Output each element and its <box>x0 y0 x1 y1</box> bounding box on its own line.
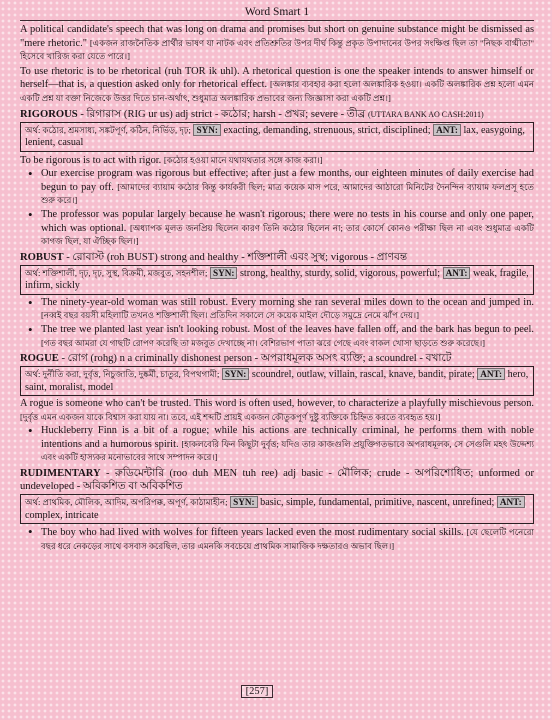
headword: ROBUST <box>20 251 64 263</box>
bengali-text: [গত বছর আমরা যে গাছটি রোপণ করেছি তা মজবুত দেখাচ্ছে না। বেশিরভাগ পাতা ঝরে গেছে এবং বাকল খোসা ছাড়তে শুরু করেছে।] <box>41 337 486 348</box>
example-sentence <box>20 425 534 465</box>
syn-label: SYN: <box>193 124 220 136</box>
synonym-box <box>20 122 534 152</box>
bengali-text: [কঠোর হওয়া মানে যথাযথতার সঙ্গে কাজ করা।] <box>163 154 323 165</box>
english-text: A rogue is someone who can't be trusted. This word is often used, however, to characterize a playfully mischievous person. <box>20 398 534 410</box>
bengali-meanings: অর্থ: প্রাথমিক, মৌলিক, আদিম, অপরিপক্ক, অপূর্ণ, কাঠামাহীন; <box>25 497 228 508</box>
headword: ROGUE <box>20 353 59 365</box>
syn-label: SYN: <box>210 267 237 279</box>
example-sentence <box>20 168 534 208</box>
bengali-text: [অলঙ্কার ব্যবহার করা হলো অলঙ্কারিক হওয়া। একটি অলঙ্কারিক প্রশ্ন হলো এমন একটি প্রশ্ন যা বক্তা নিজেকে উত্তর দিতে চান-অর্থাৎ, শুধুমাত্র অলঙ্কারিক প্রভাবের জন্য জিজ্ঞাসা করা একটি প্রশ্ন।] <box>20 79 534 103</box>
bengali-text: [যে ছেলেটি পনেরো বছর ধরে নেকড়ের সাথে বসবাস করেছিল, তার এমনকি সবচেয়ে প্রাথমিক সামাজিক দক্ষতারও অভাব ছিল।] <box>41 527 534 551</box>
rhetoric-paragraph-1 <box>20 24 534 64</box>
english-text: To use rhetoric is to be rhetorical (ruh TOR ik uhl). A rhetorical question is one the speaker intends to answer himself or herself—that is, a question asked only for rhetorical effect. <box>20 65 534 91</box>
english-text: The boy who had lived with wolves for fifteen years lacked even the most rudimentary social skills. <box>41 527 464 539</box>
bengali-text: [নব্বই বছর বয়সী মহিলাটি তখনও শক্তিশালী ছিল। প্রতিদিন সকালে সে কয়েক মাইল দৌড়ে সমুদ্রে নেমে ঝাঁপ দেয়।] <box>41 310 419 321</box>
bengali-meanings: অর্থ: শক্তিশালী, দৃঢ়, দৃঢ়, সুস্থ, বিক্রমী, মজবুত, সহনশীল; <box>25 267 208 278</box>
entry-rogue <box>20 352 534 365</box>
bengali-text: [হাকলবেরি ফিন কিছুটা দুর্বৃত্ত; যদিও তার কাজগুলি প্রযুক্তিগতভাবে অপরাধমূলক, সে সেগুলি মহৎ উদ্দেশ্য এবং একটি হাস্যকর মনোভাবের সাথে সম্পাদন করে।] <box>41 438 534 463</box>
entry-rudimentary <box>20 467 534 493</box>
english-text: Huckleberry Finn is a bit of a rogue; while his actions are technically criminal, he performs them with noble intentions and a humorous spirit. <box>41 425 534 450</box>
usage-note <box>20 398 534 424</box>
synonyms: basic, simple, fundamental, primitive, nascent, unrefined; <box>260 497 495 509</box>
headword: RUDIMENTARY <box>20 468 101 480</box>
synonyms: strong, healthy, sturdy, solid, vigorous, powerful; <box>239 267 441 279</box>
antonyms: complex, intricate <box>25 509 99 521</box>
definition: - রোগ (rohg) n a criminally dishonest person - অপরাধমূলক অসৎ ব্যক্তি; a scoundrel - বখাটে <box>58 353 452 365</box>
bengali-meanings: অর্থ: কঠোর, শ্রমসাধ্য, সঙ্কটপূর্ণ, কঠিন, নির্ভিড়, দৃঢ়; <box>25 124 191 135</box>
example-sentence <box>20 209 534 249</box>
running-header: Word Smart 1 <box>20 6 534 21</box>
definition: - রোবাস্ট (roh BUST) strong and healthy - শক্তিশালী এবং সুস্থ; vigorous - প্রাণবন্ত <box>63 251 408 263</box>
page <box>20 6 534 553</box>
example-sentence <box>20 297 534 323</box>
page-number <box>0 686 514 697</box>
bengali-text: [আমাদের ব্যায়াম কঠোর কিন্তু কার্যকরী ছিল; মাত্র কয়েক মাস পরে, আমাদের আঠারো মিনিটের দৈনন্দিন ব্যায়াম ফলপ্রসূ হতে শুরু করে।] <box>41 181 534 206</box>
synonym-box <box>20 265 534 295</box>
antonyms: weak, fragile, infirm, sickly <box>25 267 529 292</box>
antonyms: hero, saint, moralist, model <box>25 369 529 393</box>
english-text: The professor was popular largely because he wasn't rigorous; there were no tests in his course and only one paper, which was optional. <box>41 208 534 234</box>
english-text: To be rigorous is to act with rigor. <box>20 154 162 166</box>
ant-label: ANT: <box>497 496 525 508</box>
exam-reference: (UTTARA BANK AO CASH:2011) <box>367 109 484 119</box>
english-text: The ninety-year-old woman was still robust. Every morning she ran several miles down to the ocean and jumped in. <box>41 296 534 308</box>
synonym-box <box>20 494 534 524</box>
bengali-meanings: অর্থ: দুর্নীতি করা, দুর্বৃত্ত, নিচুজাতি, দুষ্কর্মী, চাতুর, বিপথগামী; <box>25 369 220 380</box>
usage-note <box>20 154 534 168</box>
entry-rigorous <box>20 108 534 121</box>
example-sentence <box>20 324 534 350</box>
ant-label: ANT: <box>443 267 471 279</box>
page-number-text: [257] <box>241 685 274 698</box>
syn-label: SYN: <box>222 368 249 380</box>
ant-label: ANT: <box>433 124 461 136</box>
synonym-box <box>20 366 534 396</box>
definition: - রিগারাস (RIG ur us) adj strict - কঠোর; harsh - প্রখর; severe - তীব্র <box>77 108 366 120</box>
bengali-text: [দুর্বৃত্ত এমন একজন যাকে বিশ্বাস করা যায় না। তবে, এই শব্দটি প্রায়ই একজন কৌতুকপূর্ণ দুষ্টু ব্যক্তিকে চিহ্নিত করতে ব্যবহৃত হয়।] <box>20 411 441 422</box>
synonyms: scoundrel, outlaw, villain, rascal, knave, bandit, pirate; <box>251 369 475 381</box>
english-text: The tree we planted last year isn't looking robust. Most of the leaves have fallen off, and the bark has begun to peel. <box>41 323 534 335</box>
syn-label: SYN: <box>230 496 257 508</box>
rhetoric-paragraph-2 <box>20 66 534 106</box>
english-text: A political candidate's speech that was long on drama and promises but short on genuine substance might be dismissed as "mere rhetoric." <box>20 24 534 49</box>
bengali-text: [একজন রাজনৈতিক প্রার্থীর ভাষণ যা নাটক এবং প্রতিশ্রুতির উপর দীর্ঘ কিন্তু প্রকৃত উপাদানের উপর সংক্ষিপ্ত ছিল তা "নিছক বাগ্মীতা" হিসেবে খারিজ করা যেতে পারে।] <box>20 37 534 62</box>
ant-label: ANT: <box>477 368 505 380</box>
headword: RIGOROUS <box>20 108 78 120</box>
example-sentence <box>20 526 534 553</box>
antonyms: lax, easygoing, lenient, casual <box>25 124 525 149</box>
entry-robust <box>20 251 534 264</box>
synonyms: exacting, demanding, strenuous, strict, disciplined; <box>223 124 431 136</box>
bengali-text: [অধ্যাপক মূলত জনপ্রিয় ছিলেন কারণ তিনি কঠোর ছিলেন না; তার কোর্সে কোনও পরীক্ষা ছিল না এবং শুধুমাত্র একটি কাগজ ছিল, যা ঐচ্ছিক ছিল।] <box>41 222 534 247</box>
definition: - রুডিমেন্টারি (roo duh MEN tuh ree) adj basic - মৌলিক; crude - অপরিশোধিত; unformed or undeveloped - অবিকশিত বা অবিকশিত <box>20 468 534 493</box>
english-text: Our exercise program was rigorous but effective; after just a few months, our eighteen minutes of daily exercise had begun to pay off. <box>41 168 534 193</box>
